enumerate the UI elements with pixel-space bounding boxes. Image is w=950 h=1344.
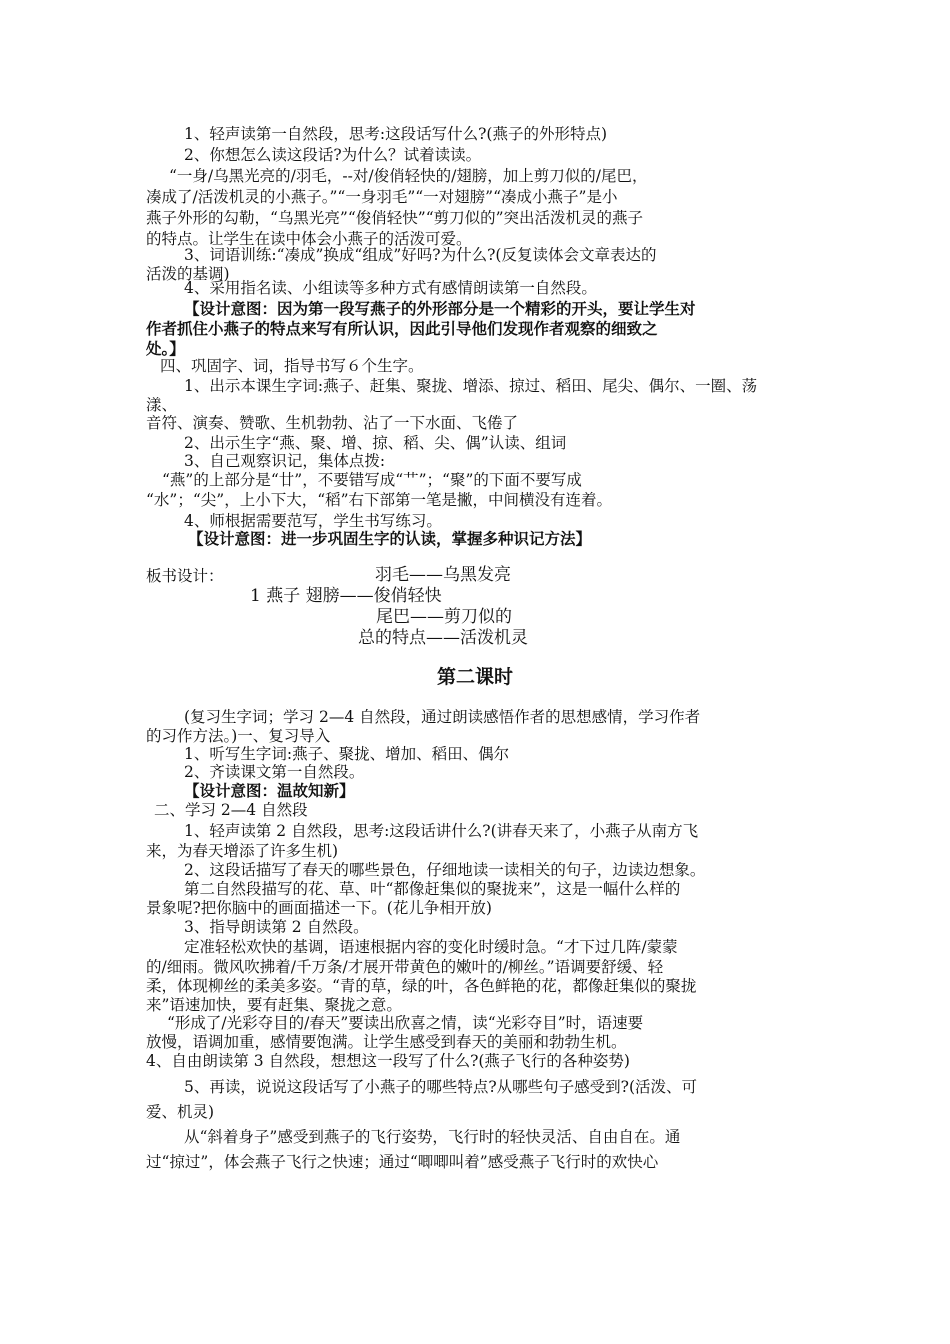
board-line: 总的特点——活泼机灵	[358, 628, 528, 648]
text-line: 放慢，语调加重，感情要饱满。让学生感受到春天的美丽和勃勃生机。	[146, 1033, 627, 1051]
board-line: 1 燕子 翅膀——俊俏轻快	[250, 586, 442, 606]
text-line: 景象呢?把你脑中的画面描述一下。(花儿争相开放)	[146, 899, 492, 917]
text-line: 的习作方法。)一、复习导入	[146, 727, 331, 745]
text-line: 音符、演奏、赞歌、生机勃勃、沾了一下水面、飞倦了	[146, 414, 519, 432]
text-line: 第二自然段描写的花、草、叶“都像赶集似的聚拢来”，这是一幅什么样的	[184, 880, 681, 898]
design-intent-note: 【设计意图：因为第一段写燕子的外形部分是一个精彩的开头，要让学生对	[184, 300, 696, 318]
text-line: 的/细雨。微风吹拂着/千万条/才展开带黄色的嫩叶的/柳丝。”语调要舒缓、轻	[146, 958, 664, 976]
design-intent-note: 处。】	[146, 340, 185, 358]
text-line: 柔，体现柳丝的柔美多姿。“青的草，绿的叶，各色鲜艳的花，都像赶集似的聚拢	[146, 977, 697, 995]
text-line: 2、你想怎么读这段话?为什么？试着读读。	[184, 146, 482, 164]
text-line: 活泼的基调)	[146, 265, 230, 283]
text-line: 过“掠过”，体会燕子飞行之快速；通过“唧唧叫着”感受燕子飞行时的欢快心	[146, 1153, 659, 1171]
text-line: 来，为春天增添了许多生机)	[146, 842, 339, 860]
board-line: 尾巴——剪刀似的	[376, 607, 512, 627]
text-line: 漾、	[146, 396, 178, 414]
text-line: (复习生字词；学习 2—4 自然段，通过朗读感悟作者的思想感情，学习作者	[184, 708, 701, 726]
board-line: 羽毛——乌黑发亮	[375, 565, 511, 585]
text-line: 4、师根据需要范写，学生书写练习。	[184, 512, 442, 530]
text-line: 3、词语训练:“凑成”换成“组成”好吗?为什么?(反复读体会文章表达的	[184, 246, 657, 264]
text-line: “水”；“尖”，上小下大，“稻”右下部第一笔是撇，中间横没有连着。	[146, 491, 613, 509]
text-line: 从“斜着身子”感受到燕子的飞行姿势，飞行时的轻快灵活、自由自在。通	[184, 1128, 681, 1146]
text-line: 来”语速加快，要有赶集、聚拢之意。	[146, 996, 402, 1014]
text-line: 定准轻松欢快的基调，语速根据内容的变化时缓时急。“才下过几阵/蒙蒙	[184, 938, 678, 956]
text-line: 2、齐读课文第一自然段。	[184, 763, 365, 781]
text-line: 的特点。让学生在读中体会小燕子的活泼可爱。	[146, 230, 472, 248]
text-line: 3、自己观察识记，集体点拨:	[184, 452, 386, 470]
design-intent-note: 【设计意图：进一步巩固生字的认读，掌握多种识记方法】	[188, 530, 592, 548]
text-line: 4、自由朗读第 3 自然段，想想这一段写了什么?(燕子飞行的各种姿势)	[146, 1052, 630, 1070]
design-intent-note: 作者抓住小燕子的特点来写有所认识，因此引导他们发现作者观察的细致之	[146, 320, 658, 338]
text-line: “形成了/光彩夺目的/春天”要读出欣喜之情，读“光彩夺目”时，语速要	[167, 1014, 644, 1032]
text-line: 凑成了/活泼机灵的小燕子。”“一身羽毛”“一对翅膀”“凑成小燕子”是小	[146, 188, 618, 206]
text-line: 1、出示本课生字词:燕子、赶集、聚拢、增添、掠过、稻田、尾尖、偶尔、一圈、荡	[184, 377, 758, 395]
text-line: 1、轻声读第一自然段，思考:这段话写什么?(燕子的外形特点)	[184, 125, 607, 143]
design-intent-note: 【设计意图：温故知新】	[184, 782, 355, 800]
text-line: 爱、机灵)	[146, 1103, 215, 1121]
text-line: 1、听写生字词:燕子、聚拢、增加、稻田、偶尔	[184, 745, 510, 763]
section-heading: 二、学习 2—4 自然段	[154, 801, 308, 819]
text-line: 燕子外形的勾勒，“乌黑光亮”“俊俏轻快”“剪刀似的”突出活泼机灵的燕子	[146, 209, 644, 227]
text-line: 2、出示生字“燕、聚、增、掠、稻、尖、偶”认读、组词	[184, 434, 567, 452]
text-line: 2、这段话描写了春天的哪些景色，仔细地读一读相关的句子，边读边想象。	[184, 861, 706, 879]
text-line: 4、采用指名读、小组读等多种方式有感情朗读第一自然段。	[184, 279, 597, 297]
text-line: 1、轻声读第 2 自然段，思考:这段话讲什么?(讲春天来了，小燕子从南方飞	[184, 822, 699, 840]
text-line: “燕”的上部分是“廿”，不要错写成“艹”；“聚”的下面不要写成	[162, 471, 582, 489]
lesson-title: 第二课时	[436, 666, 513, 688]
text-line: “一身/乌黑光亮的/羽毛，--对/俊俏轻快的/翅膀，加上剪刀似的/尾巴，	[169, 167, 648, 185]
text-line: 5、再读，说说这段话写了小燕子的哪些特点?从哪些句子感受到?(活泼、可	[184, 1078, 698, 1096]
section-heading: 四、巩固字、词，指导书写６个生字。	[160, 357, 424, 375]
text-line: 3、指导朗读第 2 自然段。	[184, 918, 369, 936]
board-design-label: 板书设计：	[146, 567, 224, 585]
